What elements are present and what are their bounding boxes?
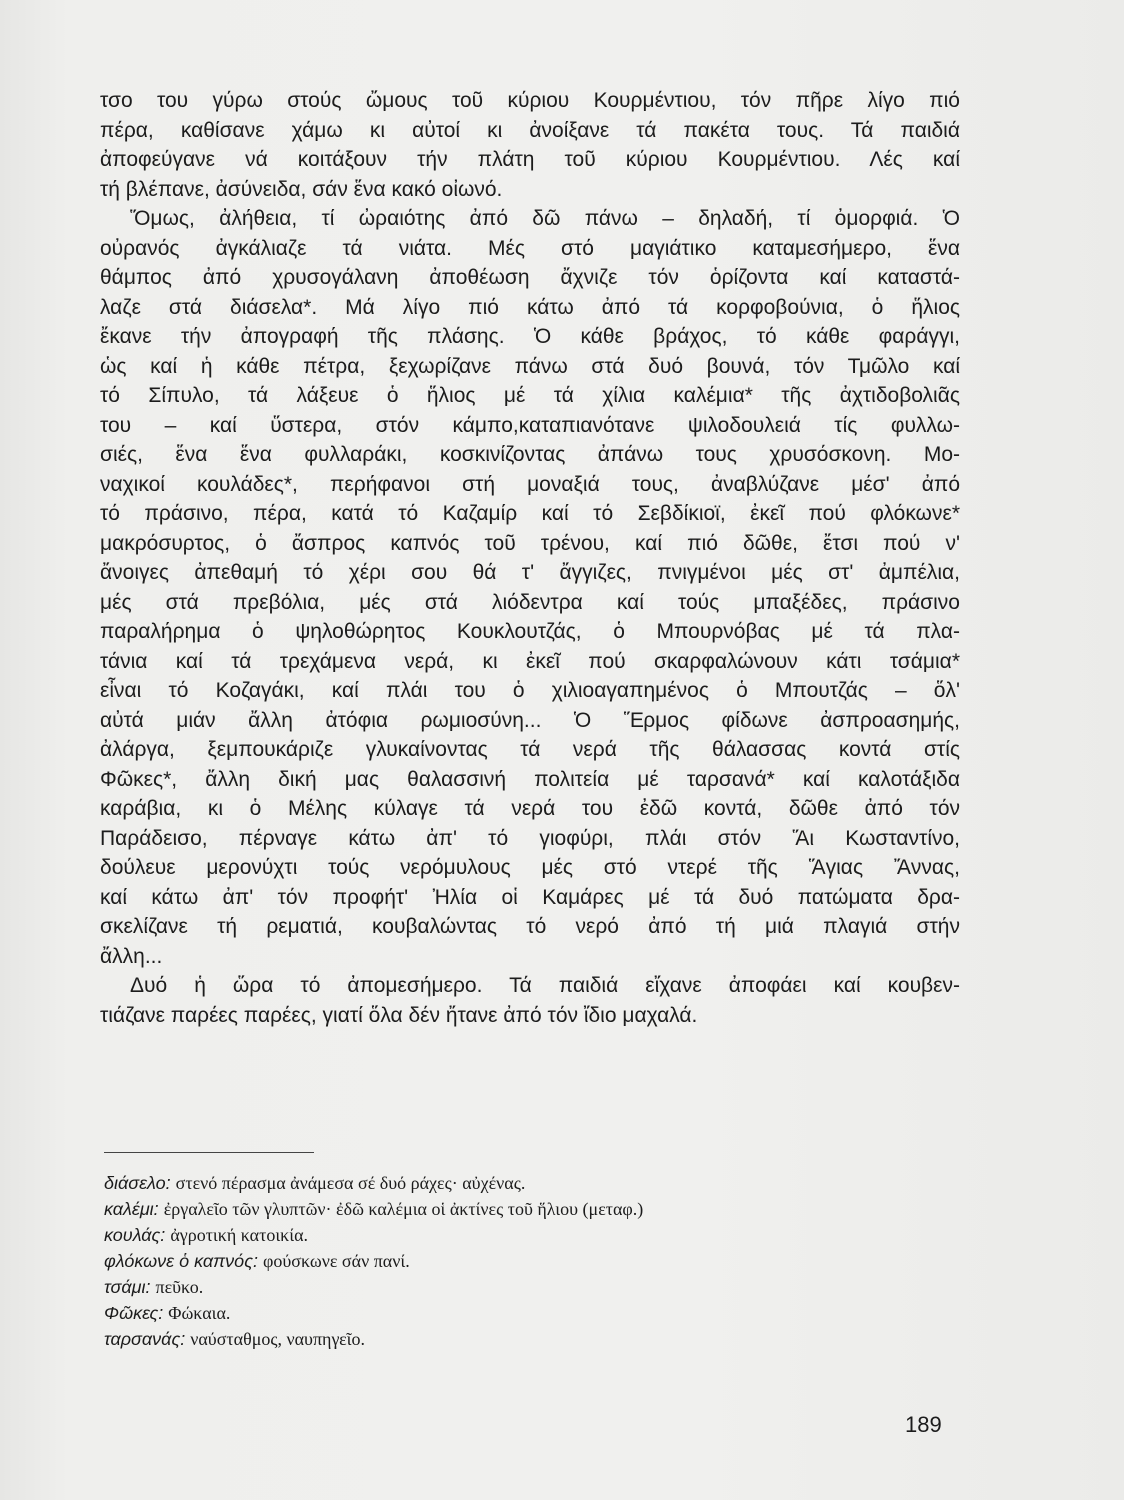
body-text xyxy=(100,86,960,1030)
text-line: Ὅμως, ἀλήθεια, τί ὠραιότης ἀπό δῶ πάνω – δηλαδή, τί ὀμορφιά. Ὁ xyxy=(130,207,960,230)
footnote xyxy=(104,1274,954,1300)
text-line: ἀποφεύγανε νά κοιτάξουν τήν πλάτη τοῦ κύριου Κουρμέντιου. Λές καί xyxy=(100,148,960,171)
text-line: ἄνοιγες ἀπεθαμή τό χέρι σου θά τ' ἄγγιζες, πνιγμένοι μές στ' ἀμπέλια, xyxy=(100,561,960,584)
text-line: ναχικοί κουλάδες*, περήφανοι στή μοναξιά τους, ἀναβλύζανε μέσ' ἀπό xyxy=(100,472,960,496)
text-line: τάνια καί τά τρεχάμενα νερά, κι ἐκεῖ πού σκαρφαλώνουν κάτι τσάμια* xyxy=(100,649,960,673)
footnote-definition: ἀγροτική κατοικία. xyxy=(170,1225,309,1245)
footnote xyxy=(104,1300,954,1326)
footnote-term: Φῶκες: xyxy=(104,1303,164,1323)
footnote-definition: ναύσταθμος, ναυπηγεῖο. xyxy=(190,1329,365,1349)
footnote-definition: πεῦκο. xyxy=(155,1277,204,1297)
text-line: τιάζανε παρέες παρέες, γιατί ὅλα δέν ἤτανε ἀπό τόν ἴδιο μαχαλά. xyxy=(100,1003,698,1027)
footnote-divider xyxy=(104,1152,314,1153)
text-line: τό Σίπυλο, τά λάξευε ὁ ἥλιος μέ τά χίλια καλέμια* τῆς ἀχτιδοβολιᾶς xyxy=(100,384,960,407)
footnote xyxy=(104,1196,954,1222)
footnotes xyxy=(104,1170,954,1352)
text-line: τή βλέπανε, ἀσύνειδα, σάν ἕνα κακό οἰωνό. xyxy=(100,177,503,201)
footnote xyxy=(104,1326,954,1352)
text-line: μές στά πρεβόλια, μές στά λιόδεντρα καί τούς μπαξέδες, πράσινο xyxy=(100,590,960,614)
text-line: Παράδεισο, πέρναγε κάτω ἀπ' τό γιοφύρι, πλάι στόν Ἅι Κωσταντίνο, xyxy=(100,826,960,850)
text-line: ὡς καί ἡ κάθε πέτρα, ξεχωρίζανε πάνω στά δυό βουνά, τόν Τμῶλο καί xyxy=(100,354,960,378)
text-line: ἄλλη... xyxy=(100,944,163,968)
text-line: καί κάτω ἀπ' τόν προφήτ' Ἠλία οἱ Καμάρες μέ τά δυό πατώματα δρα- xyxy=(100,885,960,909)
footnote xyxy=(104,1170,954,1196)
footnote-term: φλόκωνε ὁ καπνός: xyxy=(104,1251,258,1271)
text-line: ἀλάργα, ξεμπουκάριζε γλυκαίνοντας τά νερά τῆς θάλασσας κοντά στίς xyxy=(100,738,960,761)
footnote-definition: Φώκαια. xyxy=(168,1303,231,1323)
text-line: αὐτά μιάν ἄλλη ἀτόφια ρωμιοσύνη... Ὁ Ἕρμος φίδωνε ἀσπροασημής, xyxy=(100,708,960,732)
text-line: του – καί ὕστερα, στόν κάμπο,καταπιανότανε ψιλοδουλειά τίς φυλλω- xyxy=(100,413,960,437)
text-line: θάμπος ἀπό χρυσογάλανη ἀποθέωση ἄχνιζε τόν ὁρίζοντα καί καταστά- xyxy=(100,266,960,289)
text-line: εἶναι τό Κοζαγάκι, καί πλάι του ὁ χιλιοαγαπημένος ὁ Μπουτζάς – ὅλ' xyxy=(100,679,960,702)
footnote-term: κουλάς: xyxy=(104,1225,166,1245)
text-line: οὐρανός ἀγκάλιαζε τά νιάτα. Μές στό μαγιάτικο καταμεσήμερο, ἕνα xyxy=(100,236,960,260)
footnote xyxy=(104,1222,954,1248)
footnote-term: ταρσανάς: xyxy=(104,1329,186,1349)
text-line: τσο του γύρω στούς ὤμους τοῦ κύριου Κουρμέντιου, τόν πῆρε λίγο πιό xyxy=(100,89,960,112)
footnote-term: καλέμι: xyxy=(104,1199,159,1219)
text-line: ἔκανε τήν ἀπογραφή τῆς πλάσης. Ὁ κάθε βράχος, τό κάθε φαράγγι, xyxy=(100,325,960,348)
text-line: τό πράσινο, πέρα, κατά τό Καζαμίρ καί τό Σεβδίκιοϊ, ἐκεῖ πού φλόκωνε* xyxy=(100,502,960,525)
text-line: παραλήρημα ὁ ψηλοθώρητος Κουκλουτζάς, ὁ Μπουρνόβας μέ τά πλα- xyxy=(100,620,960,643)
text-line: καράβια, κι ὁ Μέλης κύλαγε τά νερά του ἐδῶ κοντά, δῶθε ἀπό τόν xyxy=(100,797,960,820)
footnote-definition: ἐργαλεῖο τῶν γλυπτῶν· ἐδῶ καλέμια οἱ ἀκτίνες τοῦ ἥλιου (μεταφ.) xyxy=(163,1199,644,1219)
text-line: μακρόσυρτος, ὁ ἄσπρος καπνός τοῦ τρένου, καί πιό δῶθε, ἔτσι πού ν' xyxy=(100,531,960,555)
footnote xyxy=(104,1248,954,1274)
page-number: 189 xyxy=(905,1412,942,1437)
text-line: Φῶκες*, ἄλλη δική μας θαλασσινή πολιτεία μέ ταρσανά* καί καλοτάξιδα xyxy=(100,767,960,791)
footnote-term: τσάμι: xyxy=(104,1277,151,1297)
footnote-definition: φούσκωνε σάν πανί. xyxy=(262,1251,410,1271)
footnote-term: διάσελο: xyxy=(104,1173,171,1193)
text-line: σιές, ἕνα ἕνα φυλλαράκι, κοσκινίζοντας ἀπάνω τους χρυσόσκονη. Μο- xyxy=(100,443,960,466)
text-line: δούλευε μερονύχτι τούς νερόμυλους μές στό ντερέ τῆς Ἅγιας Ἄννας, xyxy=(100,856,960,879)
text-line: σκελίζανε τή ρεματιά, κουβαλώντας τό νερό ἀπό τή μιά πλαγιά στήν xyxy=(100,915,960,938)
text-line: λαζε στά διάσελα*. Μά λίγο πιό κάτω ἀπό τά κορφοβούνια, ὁ ἥλιος xyxy=(100,295,960,319)
text-line: Δυό ἡ ὥρα τό ἀπομεσήμερο. Τά παιδιά εἴχανε ἀποφάει καί κουβεν- xyxy=(130,974,960,997)
footnote-definition: στενό πέρασμα ἀνάμεσα σέ δυό ράχες· αὐχένας. xyxy=(175,1173,526,1193)
text-line: πέρα, καθίσανε χάμω κι αὐτοί κι ἀνοίξανε τά πακέτα τους. Τά παιδιά xyxy=(100,118,960,142)
